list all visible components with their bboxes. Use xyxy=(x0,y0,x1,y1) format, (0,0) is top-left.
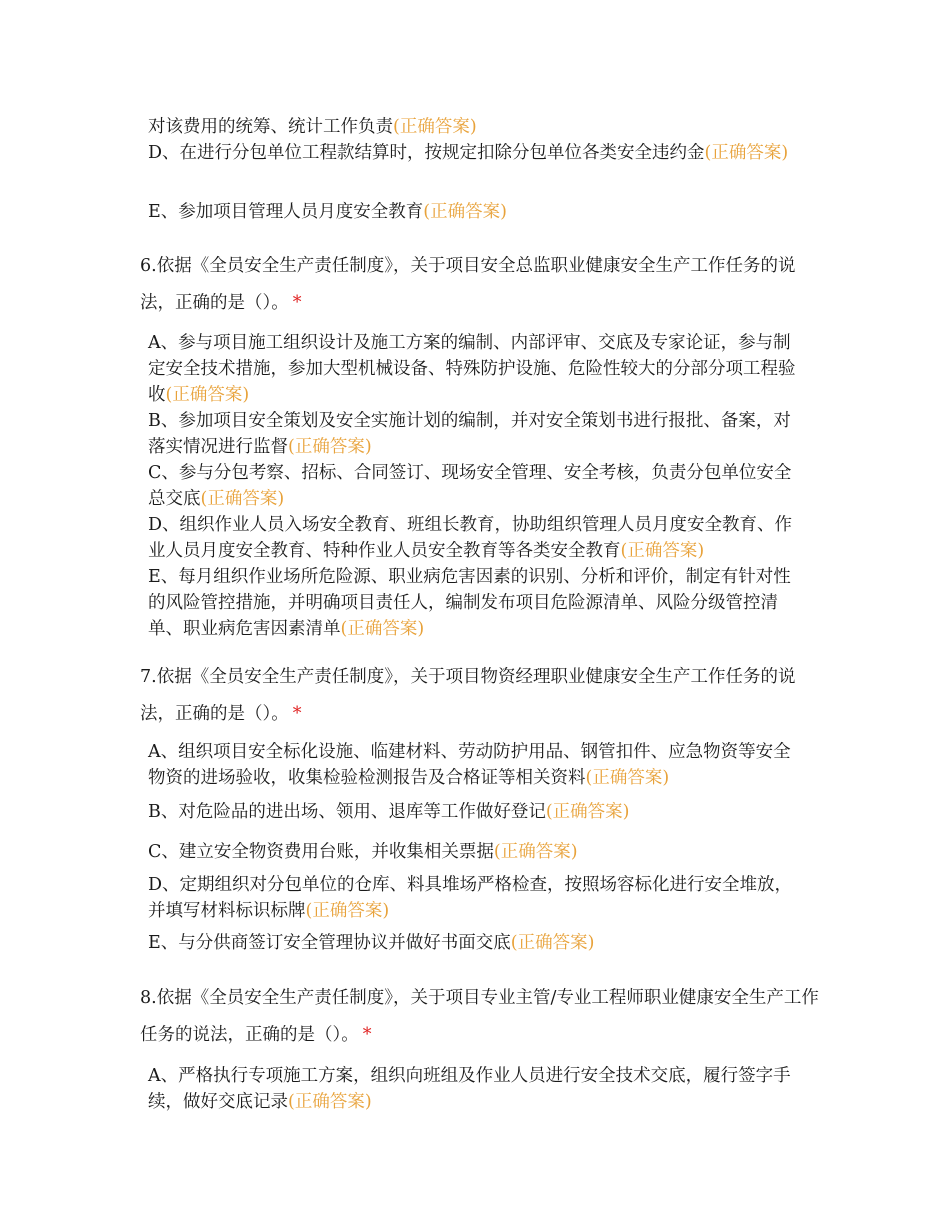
correct-answer-label: (正确答案) xyxy=(620,541,705,561)
correct-answer-label: (正确答案) xyxy=(423,202,507,222)
option-carryover-e[interactable] xyxy=(148,199,808,225)
question-7-stem xyxy=(140,659,820,733)
option-text: D、组织作业人员入场安全教育、班组长教育，协助组织管理人员月度安全教育、作业人员月度安全教育、特种作业人员安全教育等各类安全教育 xyxy=(148,515,793,561)
correct-answer-label: (正确答案) xyxy=(305,901,390,921)
correct-answer-label: (正确答案) xyxy=(393,117,477,137)
question-6-option-e[interactable] xyxy=(148,564,808,642)
question-text: 6.依据《全员安全生产责任制度》，关于项目安全总监职业健康安全生产工作任务的说法，正确的是（）。 xyxy=(140,256,796,313)
option-text: B、参加项目安全策划及安全实施计划的编制，并对安全策划书进行报批、备案，对落实情况进行监督 xyxy=(148,411,791,457)
option-text: A、组织项目安全标化设施、临建材料、劳动防护用品、钢管扣件、应急物资等安全物资的进场验收，收集检验检测报告及合格证等相关资料 xyxy=(148,742,791,788)
correct-answer-label: (正确答案) xyxy=(585,768,670,788)
required-mark: * xyxy=(292,704,302,724)
question-6-option-d[interactable] xyxy=(148,512,808,564)
question-6-option-a[interactable] xyxy=(148,330,808,408)
option-text: D、定期组织对分包单位的仓库、料具堆场严格检查，按照场容标化进行安全堆放，并填写材料标识标牌 xyxy=(148,875,793,921)
option-text: A、严格执行专项施工方案，组织向班组及作业人员进行安全技术交底，履行签字手续，做好交底记录 xyxy=(148,1066,791,1112)
question-8-stem xyxy=(140,980,820,1054)
correct-answer-label: (正确答案) xyxy=(510,933,595,953)
correct-answer-label: (正确答案) xyxy=(288,1092,372,1112)
correct-answer-label: (正确答案) xyxy=(704,143,789,163)
option-text: A、参与项目施工组织设计及施工方案的编制、内部评审、交底及专家论证，参与制定安全技术措施，参加大型机械设备、特殊防护设施、危险性较大的分部分项工程验收 xyxy=(148,333,796,405)
question-7-option-c[interactable] xyxy=(148,839,808,865)
correct-answer-label: (正确答案) xyxy=(288,437,372,457)
option-text: C、参与分包考察、招标、合同签订、现场安全管理、安全考核，负责分包单位安全总交底 xyxy=(148,463,792,509)
option-text: E、与分供商签订安全管理协议并做好书面交底 xyxy=(148,933,511,953)
question-7-option-d[interactable] xyxy=(148,872,808,924)
question-text: 7.依据《全员安全生产责任制度》，关于项目物资经理职业健康安全生产工作任务的说法，正确的是（）。 xyxy=(140,667,796,724)
question-7-option-e[interactable] xyxy=(148,930,808,956)
required-mark: * xyxy=(362,1025,372,1045)
correct-answer-label: (正确答案) xyxy=(493,842,578,862)
option-text: E、每月组织作业场所危险源、职业病危害因素的识别、分析和评价，制定有针对性的风险管控措施，并明确项目责任人，编制发布项目危险源清单、风险分级管控清单、职业病危害因素清单 xyxy=(148,567,791,639)
question-7-option-a[interactable] xyxy=(148,739,808,791)
option-text: D、在进行分包单位工程款结算时，按规定扣除分包单位各类安全违约金 xyxy=(148,143,705,163)
option-text: 对该费用的统筹、统计工作负责 xyxy=(148,117,393,137)
option-text: C、建立安全物资费用台账，并收集相关票据 xyxy=(148,842,494,862)
correct-answer-label: (正确答案) xyxy=(200,489,285,509)
option-text: B、对危险品的进出场、领用、退库等工作做好登记 xyxy=(148,802,546,822)
correct-answer-label: (正确答案) xyxy=(545,802,630,822)
question-6-stem xyxy=(140,248,820,322)
question-text: 8.依据《全员安全生产责任制度》，关于项目专业主管/专业工程师职业健康安全生产工作任务的说法，正确的是（）。 xyxy=(140,988,819,1045)
question-7-option-b[interactable] xyxy=(148,799,808,825)
option-text: E、参加项目管理人员月度安全教育 xyxy=(148,202,424,222)
option-carryover-c[interactable] xyxy=(148,114,808,140)
required-mark: * xyxy=(292,293,302,313)
question-6-option-b[interactable] xyxy=(148,408,808,460)
option-carryover-d[interactable] xyxy=(148,140,808,166)
correct-answer-label: (正确答案) xyxy=(340,619,425,639)
correct-answer-label: (正确答案) xyxy=(165,385,250,405)
question-6-option-c[interactable] xyxy=(148,460,808,512)
question-8-option-a[interactable] xyxy=(148,1063,808,1115)
